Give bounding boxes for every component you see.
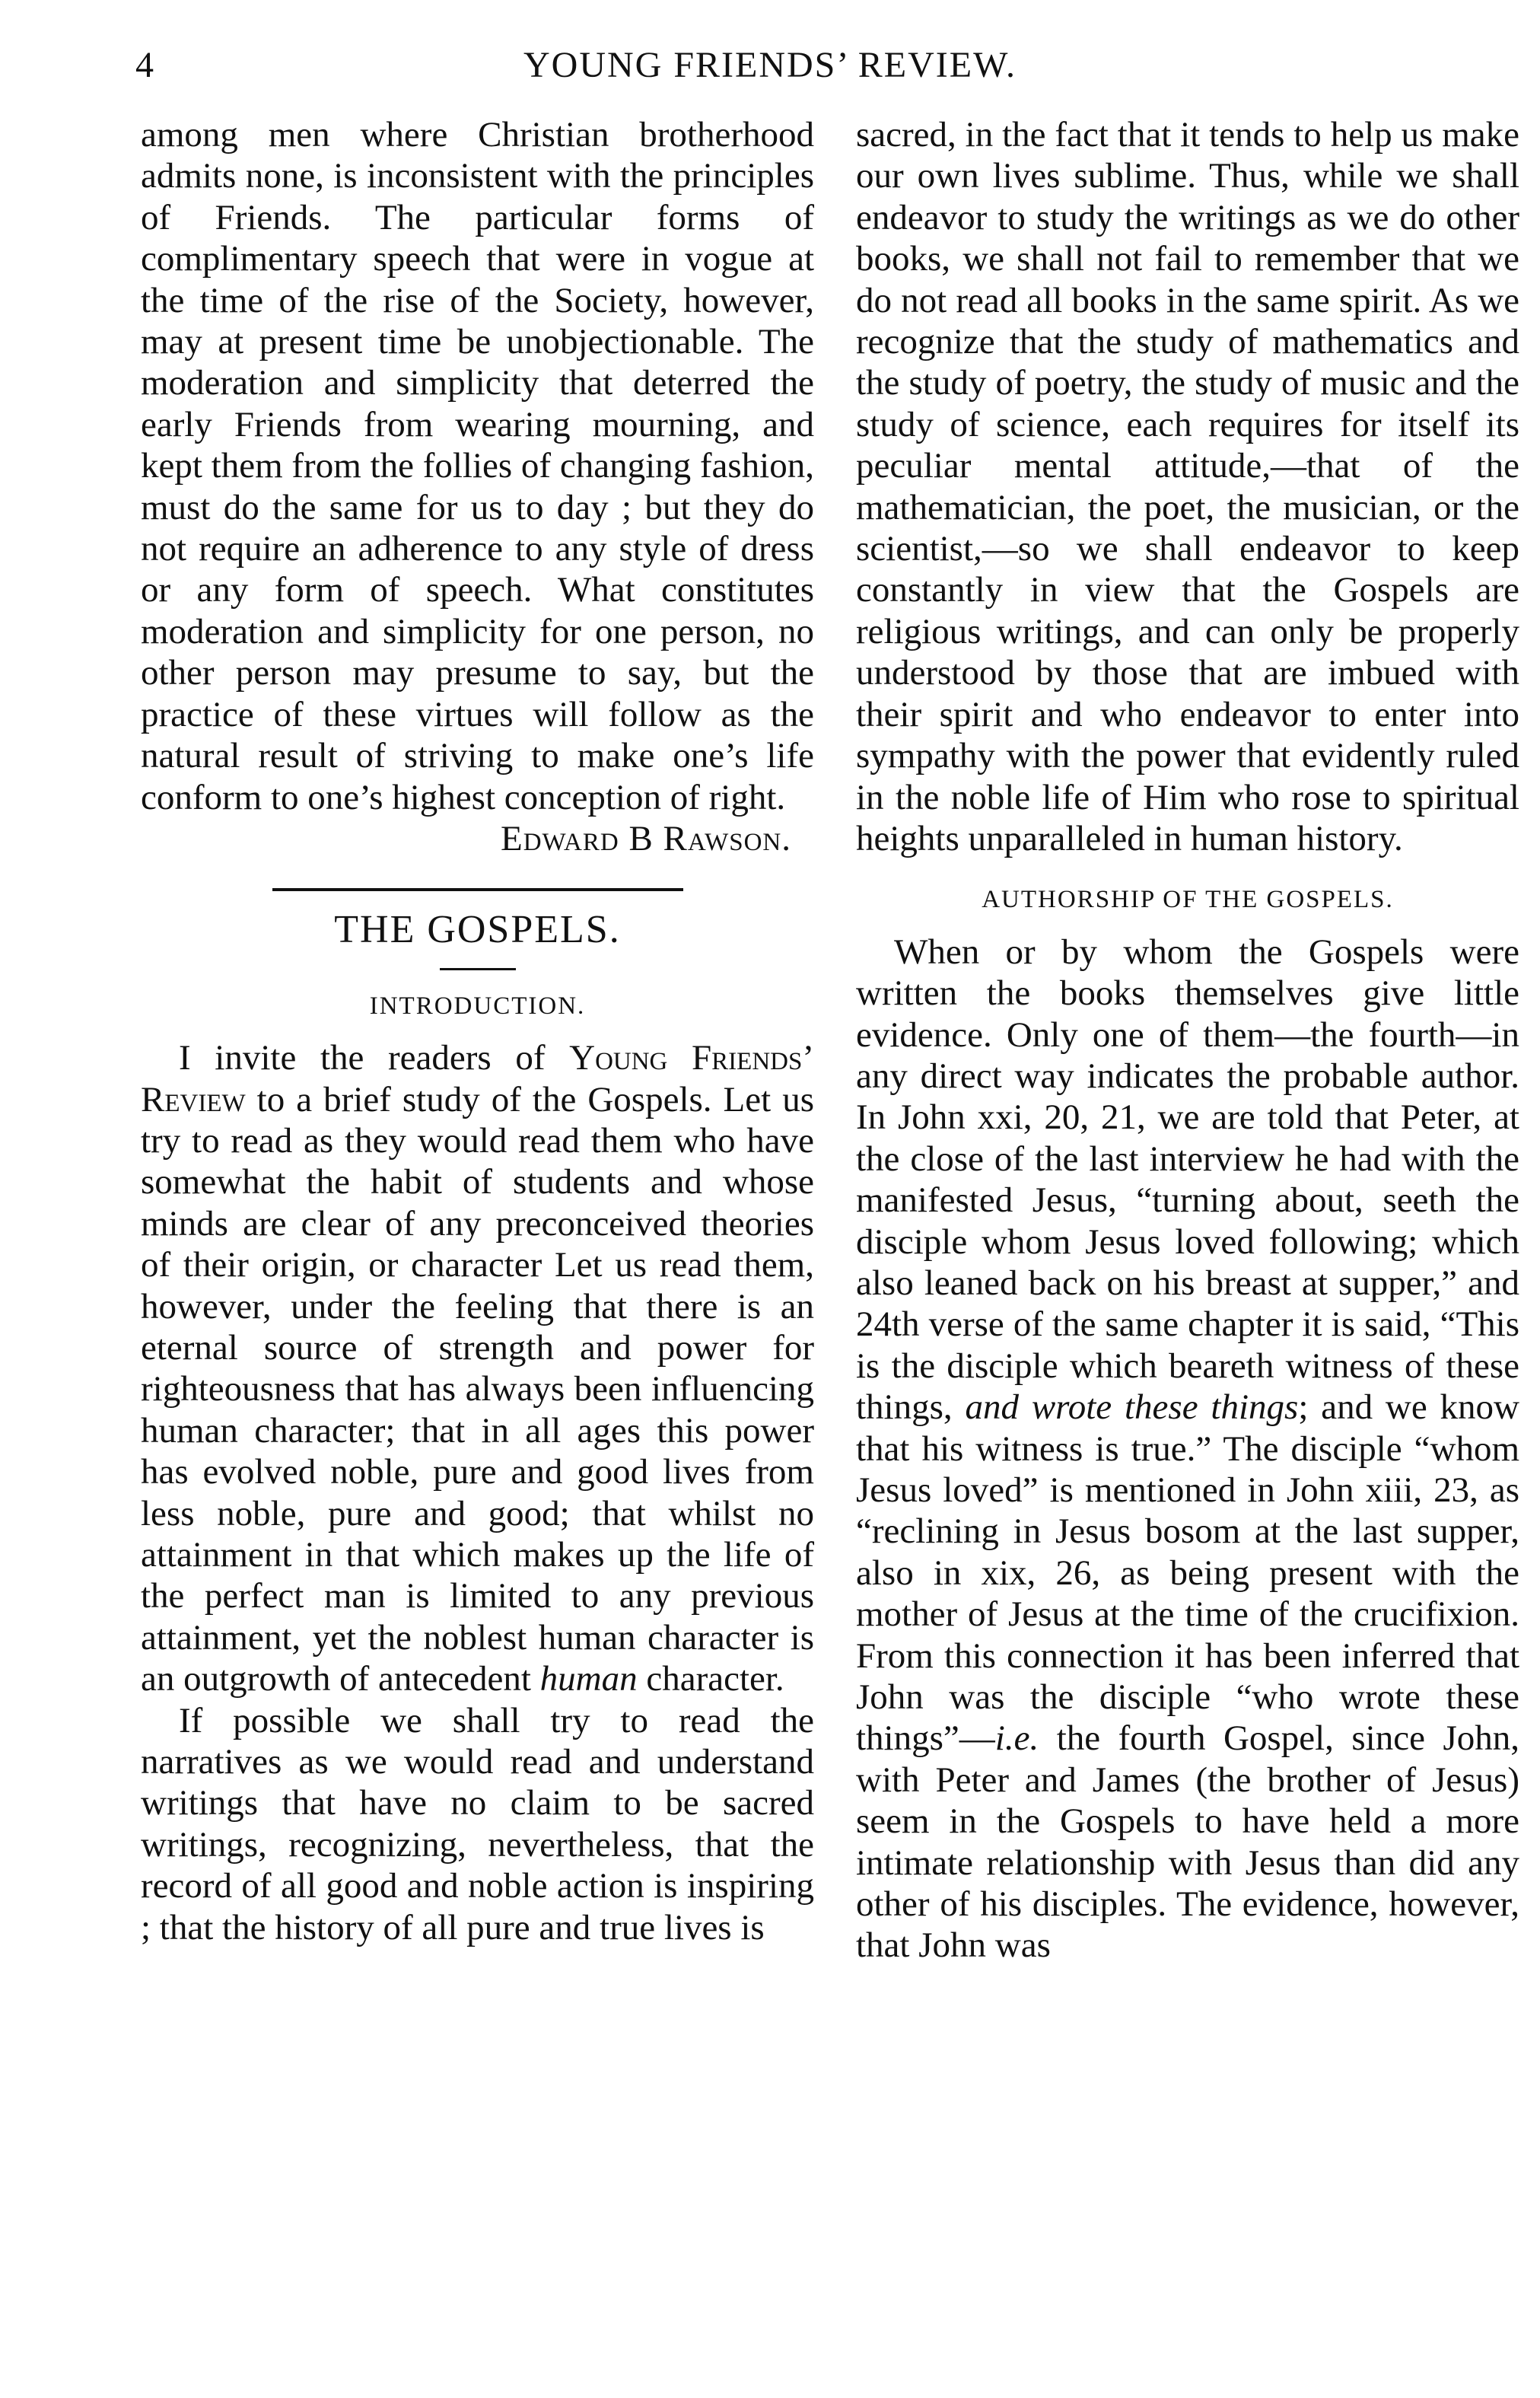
authorship-text-c: the fourth Gospel, since John, with Peter and James (the brother of Jesus) seem in the Gospels to have held a more intimate relationship with Jesus than did any other of his disciples. The evidence, however, that John was <box>856 1718 1519 1966</box>
ie-abbreviation: i.e. <box>994 1718 1039 1759</box>
page-number: 4 <box>135 45 154 85</box>
narratives-paragraph: If possible we shall try to read the narratives as we would read and understand writings that have no claim to be sacred writings, recognizing, nevertheless, that the record of all good and noble action is inspiring ; that the history of all pure and true lives is <box>141 1700 814 1947</box>
left-column <box>141 114 814 1948</box>
section-divider <box>272 888 683 891</box>
right-column <box>856 114 1519 1966</box>
intro-text-b: to a brief study of the Gospels. Let us try to read as they would read them who have somewhat the habit of students and whose minds are clear of any preconceived theories of their origin, or character Let us read them, however, under the feeling that there is an eternal source of strength and power for righteousness that has always been influencing human character; that in all ages this power has evolved noble, pure and good lives from less noble, pure and good; that whilst no attainment in that which makes up the life of the perfect man is limited to any previous attainment, yet the noblest human character is an outgrowth of antecedent <box>141 1079 814 1699</box>
authorship-heading: AUTHORSHIP OF THE GOSPELS. <box>982 886 1394 914</box>
authorship-paragraph <box>856 931 1519 1966</box>
authorship-text-b: ; and we know that his witness is true.” The disciple “whom Jesus loved” is mentioned in John xiii, 23, as “reclining in Jesus bosom at the last supper, also in xix, 26, as being present with the mother of Jesus at the time of the crucifixion. From this connection it has been inferred that John was the disciple “who wrote these things”— <box>856 1387 1519 1759</box>
running-title: YOUNG FRIENDS’ REVIEW. <box>523 45 1017 85</box>
rawson-closing-paragraph: among men where Christian brotherhood admits none, is inconsistent with the principles of Friends. The particular forms of complimentary speech that were in vogue at the time of the rise of the Society, however, may at present time be unobjectionable. The moderation and simplicity that deterred the early Friends from wearing mourning, and kept them from the follies of changing fashion, must do the same for us to day ; but they do not require an adherence to any style of dress or any form of speech. What constitutes moderation and simplicity for one person, no other person may presume to say, but the practice of these virtues will follow as the natural result of striving to make one’s life conform to one’s highest conception of right. <box>141 115 814 817</box>
introduction-paragraph <box>141 1037 814 1700</box>
intro-text-a: I invite the readers of <box>179 1038 570 1078</box>
title-rule <box>440 968 516 970</box>
sacred-paragraph: sacred, in the fact that it tends to help us make our own lives sublime. Thus, while we shall endeavor to study the writings as we do other books, we shall not fail to remember that we do not read all books in the same spirit. As we recognize that the study of mathematics and the study of poetry, the study of music and the study of science, each requires for itself its peculiar mental attitude,—that of the mathematician, the poet, the musician, or the scientist,—so we shall endeavor to keep constantly in view that the Gospels are religious writings, and can only be properly understood by those that are imbued with their spirit and who endeavor to enter into sympathy with the power that evidently ruled in the noble life of Him who rose to spiritual heights unparalleled in human history. <box>856 115 1519 858</box>
introduction-heading: INTRODUCTION. <box>369 992 586 1020</box>
authorship-text-a: When or by whom the Gospels were written the books themselves give little evidence. Only one of them—the fourth—in any direct way indicates the probable author. In John xxi, 20, 21, we are told that Peter, at the close of the last interview he had with the manifested Jesus, “turning about, seeth the disciple whom Jesus loved following; which also leaned back on his breast at supper,” and 24th verse of the same chapter it is said, “This is the disciple which beareth witness of these things, <box>856 931 1519 1428</box>
section-title: THE GOSPELS. <box>334 908 621 952</box>
page-header <box>0 44 1540 97</box>
journal-name: Young Friends’ Review <box>141 1038 814 1119</box>
intro-emphasis: human <box>539 1659 638 1699</box>
signature: Edward B Rawson. <box>500 818 791 858</box>
authorship-emphasis: and wrote these things <box>965 1387 1299 1428</box>
intro-text-c: character. <box>637 1659 784 1699</box>
